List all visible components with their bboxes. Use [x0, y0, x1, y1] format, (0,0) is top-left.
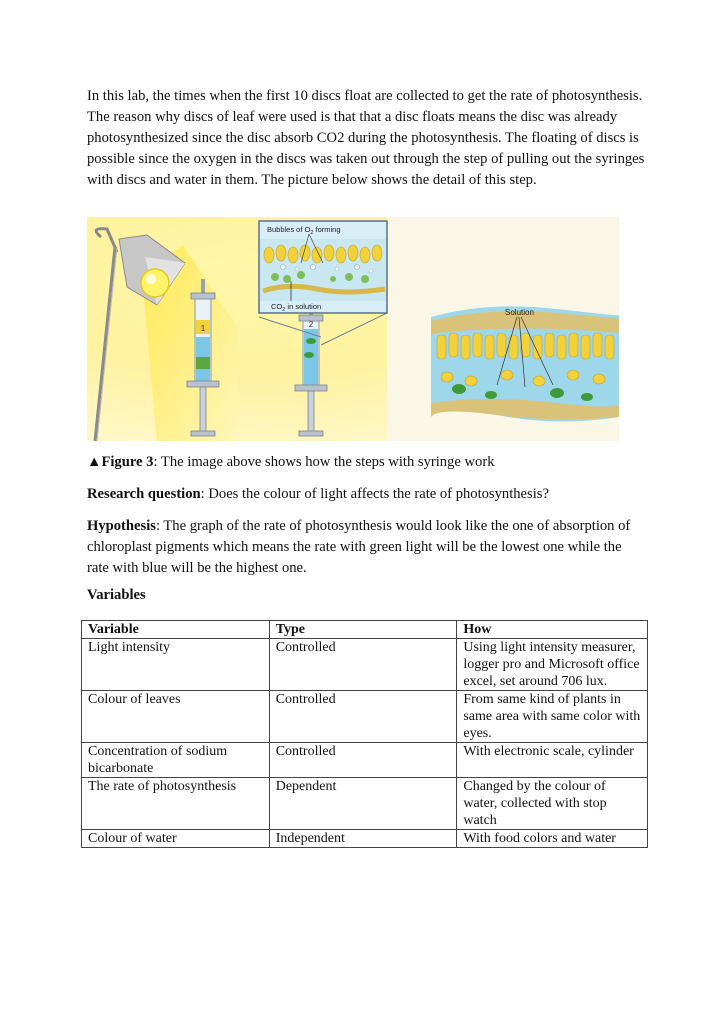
intro-paragraph: In this lab, the times when the first 10 discs float are collected to get the rate of photosynthesis. The reason why discs of leaf were used is that that a disc floats means the disc was already photosynthesized since the disc absorb CO2 during the photosynthesis. The floating of discs is possible since the oxygen in the discs was taken out through the step of pulling out the syringes with discs and water in them. The picture below shows the detail of this step.: [87, 88, 645, 188]
cell-type: Dependent: [269, 778, 457, 830]
cell-type: Controlled: [269, 691, 457, 743]
co2-label: $CO_2$ in solution: [271, 302, 322, 313]
cell-how: Changed by the colour of water, collected with stop watch: [457, 778, 648, 830]
cell-type: Controlled: [269, 743, 457, 778]
cell-variable: Light intensity: [82, 639, 270, 691]
research-question-label: Research question: [87, 486, 201, 502]
cell-type: Controlled: [269, 639, 457, 691]
table-row: [82, 691, 648, 743]
cell-how: With food colors and water: [457, 830, 648, 848]
header-variable: Variable: [82, 621, 270, 639]
bubbles-label: Bubbles of $O_2$ forming: [267, 225, 341, 236]
syringe-2-number: 2: [308, 320, 314, 329]
hypothesis-text: : The graph of the rate of photosynthesis would look like the one of absorption of chloroplast pigments which means the rate with green light will be the lowest one while the rate with blue will be the highest one.: [87, 518, 631, 576]
header-type: Type: [269, 621, 457, 639]
hypothesis-label: Hypothesis: [87, 518, 156, 534]
research-question: [87, 484, 647, 505]
header-how: How: [457, 621, 648, 639]
table-row: [82, 830, 648, 848]
cell-variable: Colour of leaves: [82, 691, 270, 743]
cell-variable: Colour of water: [82, 830, 270, 848]
leaf-cross-section: [431, 306, 619, 421]
syringe-experiment-figure: [87, 217, 619, 441]
solution-label: Solution: [505, 308, 534, 317]
cell-type: Independent: [269, 830, 457, 848]
variables-table: [81, 620, 648, 848]
research-question-text: : Does the colour of light affects the rate of photosynthesis?: [200, 486, 549, 502]
cell-how: Using light intensity measurer, logger pro and Microsoft office excel, set around 706 lux.: [457, 639, 648, 691]
cell-how: From same kind of plants in same area with same color with eyes.: [457, 691, 648, 743]
caption-marker: ▲: [87, 454, 102, 470]
figure-caption: [87, 452, 647, 473]
table-header-row: [82, 621, 648, 639]
hypothesis: [87, 516, 647, 579]
cell-variable: The rate of photosynthesis: [82, 778, 270, 830]
cell-variable: Concentration of sodium bicarbonate: [82, 743, 270, 778]
table-row: [82, 778, 648, 830]
table-row: [82, 743, 648, 778]
caption-text: : The image above shows how the steps with syringe work: [153, 454, 495, 470]
caption-label: Figure 3: [101, 454, 154, 470]
syringe-1-number: 1: [200, 324, 206, 333]
table-row: [82, 639, 648, 691]
cell-how: With electronic scale, cylinder: [457, 743, 648, 778]
variables-heading: Variables: [87, 587, 146, 603]
